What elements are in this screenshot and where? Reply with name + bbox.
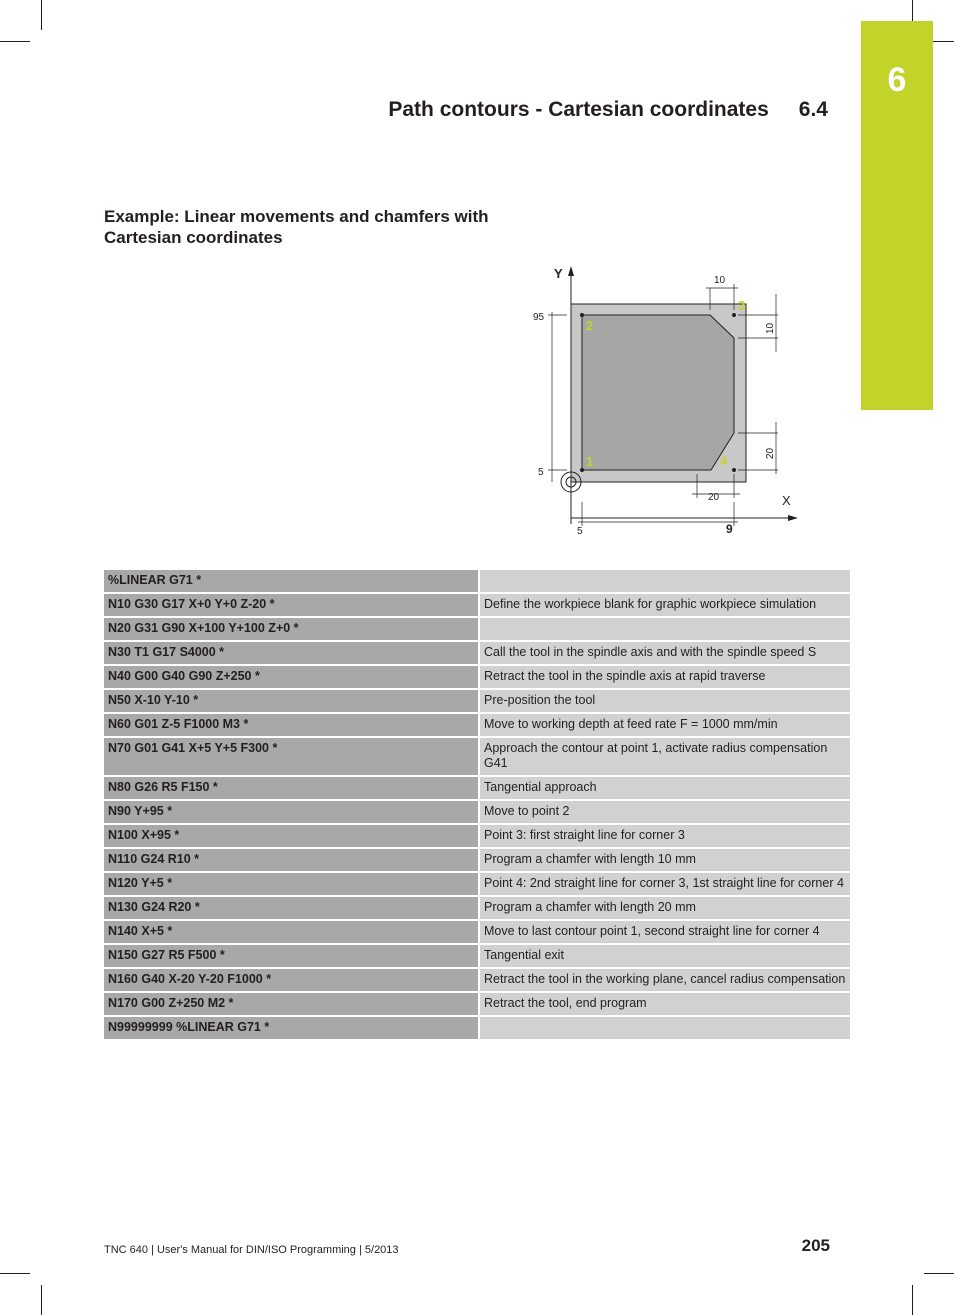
nc-code-cell: N90 Y+95 *: [104, 800, 479, 824]
description-cell: Retract the tool in the working plane, cancel radius compensation: [479, 968, 850, 992]
chapter-number: 6: [887, 61, 907, 99]
footer-text: TNC 640 | User's Manual for DIN/ISO Programming | 5/2013: [104, 1244, 399, 1256]
nc-code-cell: %LINEAR G71 *: [104, 570, 479, 593]
nc-code-cell: N100 X+95 *: [104, 824, 479, 848]
dim-bottom: 20: [708, 492, 720, 503]
table-row: [104, 872, 850, 896]
nc-code-cell: N140 X+5 *: [104, 920, 479, 944]
description-cell: Approach the contour at point 1, activate radius compensation G41: [479, 737, 850, 776]
description-cell: [479, 1016, 850, 1040]
nc-code-cell: N80 G26 R5 F150 *: [104, 776, 479, 800]
point-2-label: 2: [586, 318, 594, 333]
description-cell: Tangential approach: [479, 776, 850, 800]
description-cell: Pre-position the tool: [479, 689, 850, 713]
table-row: [104, 920, 850, 944]
nc-code-cell: N40 G00 G40 G90 Z+250 *: [104, 665, 479, 689]
nc-code-cell: N20 G31 G90 X+100 Y+100 Z+0 *: [104, 617, 479, 641]
description-cell: Point 3: first straight line for corner 3: [479, 824, 850, 848]
table-row: [104, 617, 850, 641]
nc-code-cell: N99999999 %LINEAR G71 *: [104, 1016, 479, 1040]
crop-mark: [0, 1273, 30, 1274]
table-row: [104, 824, 850, 848]
description-cell: [479, 617, 850, 641]
header-section: 6.4: [798, 98, 828, 121]
dim-left-bottom: 5: [538, 467, 544, 478]
description-cell: Tangential exit: [479, 944, 850, 968]
nc-code-cell: N170 G00 Z+250 M2 *: [104, 992, 479, 1016]
program-table: [104, 570, 850, 1041]
table-row: [104, 968, 850, 992]
page-number: 205: [801, 1236, 830, 1255]
nc-code-cell: N60 G01 Z-5 F1000 M3 *: [104, 713, 479, 737]
point-3-label: 3: [738, 298, 746, 313]
dim-left-top: 95: [533, 312, 545, 323]
table-row: [104, 689, 850, 713]
nc-code-cell: N150 G27 R5 F500 *: [104, 944, 479, 968]
nc-code-cell: N110 G24 R10 *: [104, 848, 479, 872]
nc-code-cell: N50 X-10 Y-10 *: [104, 689, 479, 713]
table-row: [104, 992, 850, 1016]
header-title: Path contours - Cartesian coordinates: [388, 98, 769, 121]
table-row: [104, 1016, 850, 1040]
table-row: [104, 800, 850, 824]
table-row: [104, 665, 850, 689]
dim-right-top: 10: [765, 322, 776, 334]
running-header: [388, 98, 828, 122]
nc-code-cell: N120 Y+5 *: [104, 872, 479, 896]
nc-code-cell: N160 G40 X-20 Y-20 F1000 *: [104, 968, 479, 992]
description-cell: Retract the tool, end program: [479, 992, 850, 1016]
table-row: [104, 896, 850, 920]
axis-y-label: Y: [554, 266, 563, 281]
nc-code-cell: N10 G30 G17 X+0 Y+0 Z-20 *: [104, 593, 479, 617]
table-row: [104, 570, 850, 593]
nc-code-cell: N130 G24 R20 *: [104, 896, 479, 920]
axis-x-label: X: [782, 493, 791, 508]
table-row: [104, 944, 850, 968]
crop-mark: [924, 1273, 954, 1274]
table-row: [104, 641, 850, 665]
description-cell: Retract the tool in the spindle axis at rapid traverse: [479, 665, 850, 689]
description-cell: Program a chamfer with length 10 mm: [479, 848, 850, 872]
point-1-label: 1: [586, 454, 594, 469]
description-cell: Define the workpiece blank for graphic workpiece simulation: [479, 593, 850, 617]
crop-mark: [41, 1285, 42, 1315]
description-cell: Program a chamfer with length 20 mm: [479, 896, 850, 920]
crop-mark: [41, 0, 42, 30]
dim-top: 10: [714, 275, 726, 286]
description-cell: Move to point 2: [479, 800, 850, 824]
section-heading: Example: Linear movements and chamfers with Cartesian coordinates: [104, 207, 489, 247]
description-cell: Point 4: 2nd straight line for corner 3, 1st straight line for corner 4: [479, 872, 850, 896]
nc-code-cell: N70 G01 G41 X+5 Y+5 F300 *: [104, 737, 479, 776]
description-cell: [479, 570, 850, 593]
crop-mark: [912, 1285, 913, 1315]
dim-x-left: 5: [577, 526, 583, 537]
table-row: [104, 593, 850, 617]
description-cell: Call the tool in the spindle axis and with the spindle speed S: [479, 641, 850, 665]
crop-mark: [0, 41, 30, 42]
dim-x-right: 9: [726, 522, 733, 536]
workpiece-contour: [582, 315, 734, 470]
description-cell: Move to last contour point 1, second straight line for corner 4: [479, 920, 850, 944]
nc-code-cell: N30 T1 G17 S4000 *: [104, 641, 479, 665]
table-row: [104, 713, 850, 737]
dim-right-bottom: 20: [765, 447, 776, 459]
point-4-label: 4: [720, 453, 728, 468]
table-row: [104, 776, 850, 800]
chapter-tab: [861, 21, 933, 410]
contour-figure: [520, 262, 800, 542]
table-row: [104, 737, 850, 776]
description-cell: Move to working depth at feed rate F = 1000 mm/min: [479, 713, 850, 737]
table-row: [104, 848, 850, 872]
